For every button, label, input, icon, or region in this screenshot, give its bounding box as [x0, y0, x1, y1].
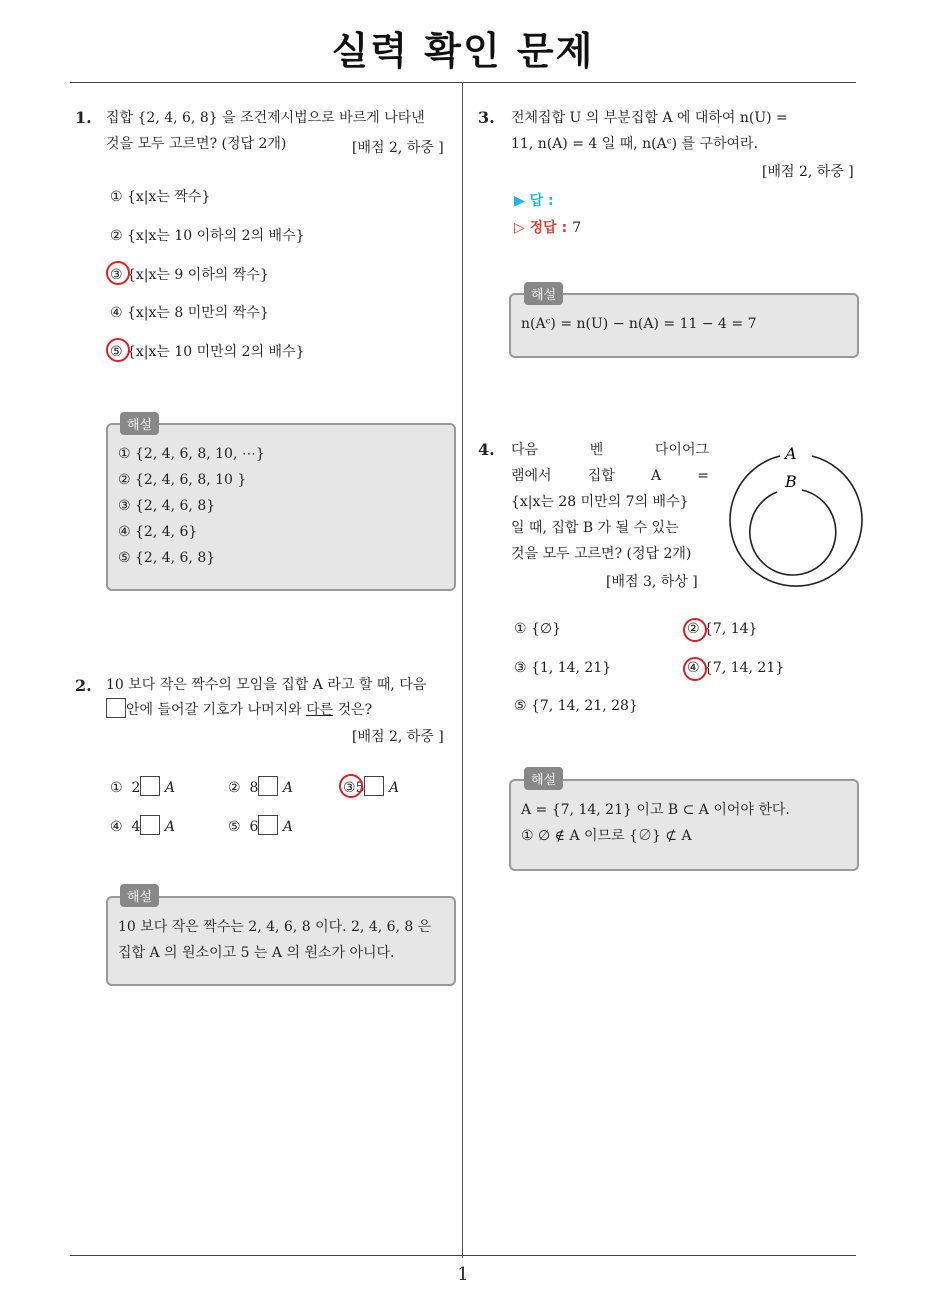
- q2-explanation-tag: 해설: [120, 884, 159, 907]
- q4-explanation-tag: 해설: [524, 767, 563, 790]
- q4-choice-1[interactable]: ① {∅}: [514, 621, 562, 637]
- page-number: 1: [457, 1264, 469, 1285]
- choice-set: A: [164, 780, 175, 796]
- q1-choice-2[interactable]: ② {x|x는 10 이하의 2의 배수}: [110, 228, 305, 244]
- q2-choice-5[interactable]: [228, 815, 293, 835]
- q2-choice-4[interactable]: [110, 815, 175, 835]
- q1-explanation-line4: ④ {2, 4, 6}: [118, 524, 198, 540]
- q1-meta: [배점 2, 하중 ]: [352, 140, 444, 156]
- q3-text-line1: 전체집합 U 의 부분집합 A 에 대하여 n(U) =: [511, 110, 788, 126]
- q4-selected-circle-2: [683, 618, 707, 642]
- q2-explanation-line2: 집합 A 의 원소이고 5 는 A 의 원소가 아니다.: [118, 945, 395, 961]
- choice-set: A: [282, 780, 293, 796]
- q1-selected-circle-5: [106, 338, 130, 362]
- answer-blank-box: [140, 815, 160, 835]
- q2-underlined-word: 다른: [306, 702, 334, 718]
- q2-number: 2.: [75, 676, 92, 695]
- venn-label-inner: B: [785, 472, 797, 491]
- q1-choice-5[interactable]: ⑤ {x|x는 10 미만의 2의 배수}: [110, 344, 305, 360]
- q1-choice-4[interactable]: ④ {x|x는 8 미만의 짝수}: [110, 305, 269, 321]
- choice-mark: ③: [343, 780, 356, 796]
- choice-set: A: [388, 780, 400, 796]
- q3-answer-label: ▶ 답 :: [514, 193, 554, 209]
- q3-meta: [배점 2, 하중 ]: [762, 164, 854, 180]
- q2-text-part: 안에 들어갈 기호가 나머지와: [126, 702, 307, 718]
- page-title: 실력 확인 문제: [331, 29, 595, 73]
- answer-blank-box: [106, 698, 126, 718]
- q4-text-line1: 다음 벤 다이어그: [511, 442, 709, 458]
- bottom-rule: [70, 1255, 856, 1256]
- q4-choice-5[interactable]: ⑤ {7, 14, 21, 28}: [514, 698, 638, 714]
- q3-explanation-tag: 해설: [524, 282, 563, 305]
- q3-explanation-line1: n(Aᶜ) = n(U) − n(A) = 11 − 4 = 7: [521, 316, 757, 332]
- choice-num: 2: [131, 780, 141, 796]
- q1-explanation-line3: ③ {2, 4, 6, 8}: [118, 498, 216, 514]
- q4-text-line2: 램에서 집합 A =: [511, 468, 709, 484]
- q2-choice-2[interactable]: [228, 776, 293, 796]
- q1-choice-3[interactable]: ③ {x|x는 9 이하의 짝수}: [110, 267, 269, 283]
- q4-explanation-line1: A = {7, 14, 21} 이고 B ⊂ A 이어야 한다.: [521, 802, 790, 818]
- q2-explanation-line1: 10 보다 작은 짝수는 2, 4, 6, 8 이다. 2, 4, 6, 8 은: [118, 919, 432, 935]
- q1-selected-circle-3: [106, 261, 130, 285]
- q1-text-line1: 집합 {2, 4, 6, 8} 을 조건제시법으로 바르게 나타낸: [106, 110, 425, 126]
- q4-choice-4[interactable]: ④ {7, 14, 21}: [687, 660, 785, 676]
- choice-num: 5: [355, 780, 365, 796]
- answer-blank-box: [258, 776, 278, 796]
- venn-label-outer: A: [785, 444, 797, 463]
- choice-set: A: [282, 819, 293, 835]
- q1-explanation-line5: ⑤ {2, 4, 6, 8}: [118, 550, 216, 566]
- q2-selected-circle-3: [339, 774, 363, 798]
- q2-text-line1: 10 보다 작은 짝수의 모임을 집합 A 라고 할 때, 다음: [106, 677, 427, 693]
- q1-number: 1.: [75, 108, 92, 127]
- q2-text-line2: [106, 697, 372, 723]
- q4-number: 4.: [478, 440, 495, 459]
- answer-blank-box: [258, 815, 278, 835]
- q2-choice-1[interactable]: [110, 776, 175, 796]
- choice-num: 6: [249, 819, 259, 835]
- column-divider: [462, 82, 463, 1258]
- q4-selected-circle-4: [683, 657, 707, 681]
- q3-number: 3.: [478, 108, 495, 127]
- choice-mark: ④: [110, 819, 123, 835]
- q2-text-end: 것은?: [333, 702, 373, 718]
- q4-text-line5: 것을 모두 고르면? (정답 2개): [511, 546, 692, 562]
- q4-text-line3: {x|x는 28 미만의 7의 배수}: [511, 494, 689, 510]
- choice-mark: ⑤: [228, 819, 241, 835]
- q1-choice-1[interactable]: ① {x|x는 짝수}: [110, 189, 211, 205]
- q4-explanation-line2: ① ∅ ∉ A 이므로 {∅} ⊄ A: [521, 828, 692, 844]
- choice-num: 8: [249, 780, 259, 796]
- q3-text-line2: 11, n(A) = 4 일 때, n(Aᶜ) 를 구하여라.: [511, 136, 759, 152]
- venn-inner-set: [750, 490, 836, 575]
- choice-set: A: [164, 819, 175, 835]
- choice-num: 4: [131, 819, 141, 835]
- q4-choice-3[interactable]: ③ {1, 14, 21}: [514, 660, 612, 676]
- q1-text-line2: 것을 모두 고르면? (정답 2개): [106, 136, 287, 152]
- q1-explanation-tag: 해설: [120, 412, 159, 435]
- q4-choice-2[interactable]: ② {7, 14}: [687, 621, 758, 637]
- answer-blank-box: [140, 776, 160, 796]
- choice-mark: ②: [228, 780, 241, 796]
- q1-explanation-line2: ② {2, 4, 6, 8, 10 }: [118, 472, 247, 488]
- q3-correct-label: ▷ 정답 :: [514, 220, 568, 236]
- q1-explanation-line1: ① {2, 4, 6, 8, 10, ⋯}: [118, 446, 265, 462]
- q3-correct-row: [514, 217, 581, 237]
- top-rule: [70, 82, 856, 83]
- q3-correct-value: 7: [572, 220, 582, 236]
- choice-mark: ①: [110, 780, 123, 796]
- answer-blank-box: [364, 776, 384, 796]
- q2-meta: [배점 2, 하중 ]: [352, 729, 444, 745]
- q4-text-line4: 일 때, 집합 B 가 될 수 있는: [511, 520, 679, 536]
- venn-diagram: [718, 440, 866, 590]
- q4-meta: [배점 3, 하상 ]: [606, 574, 698, 590]
